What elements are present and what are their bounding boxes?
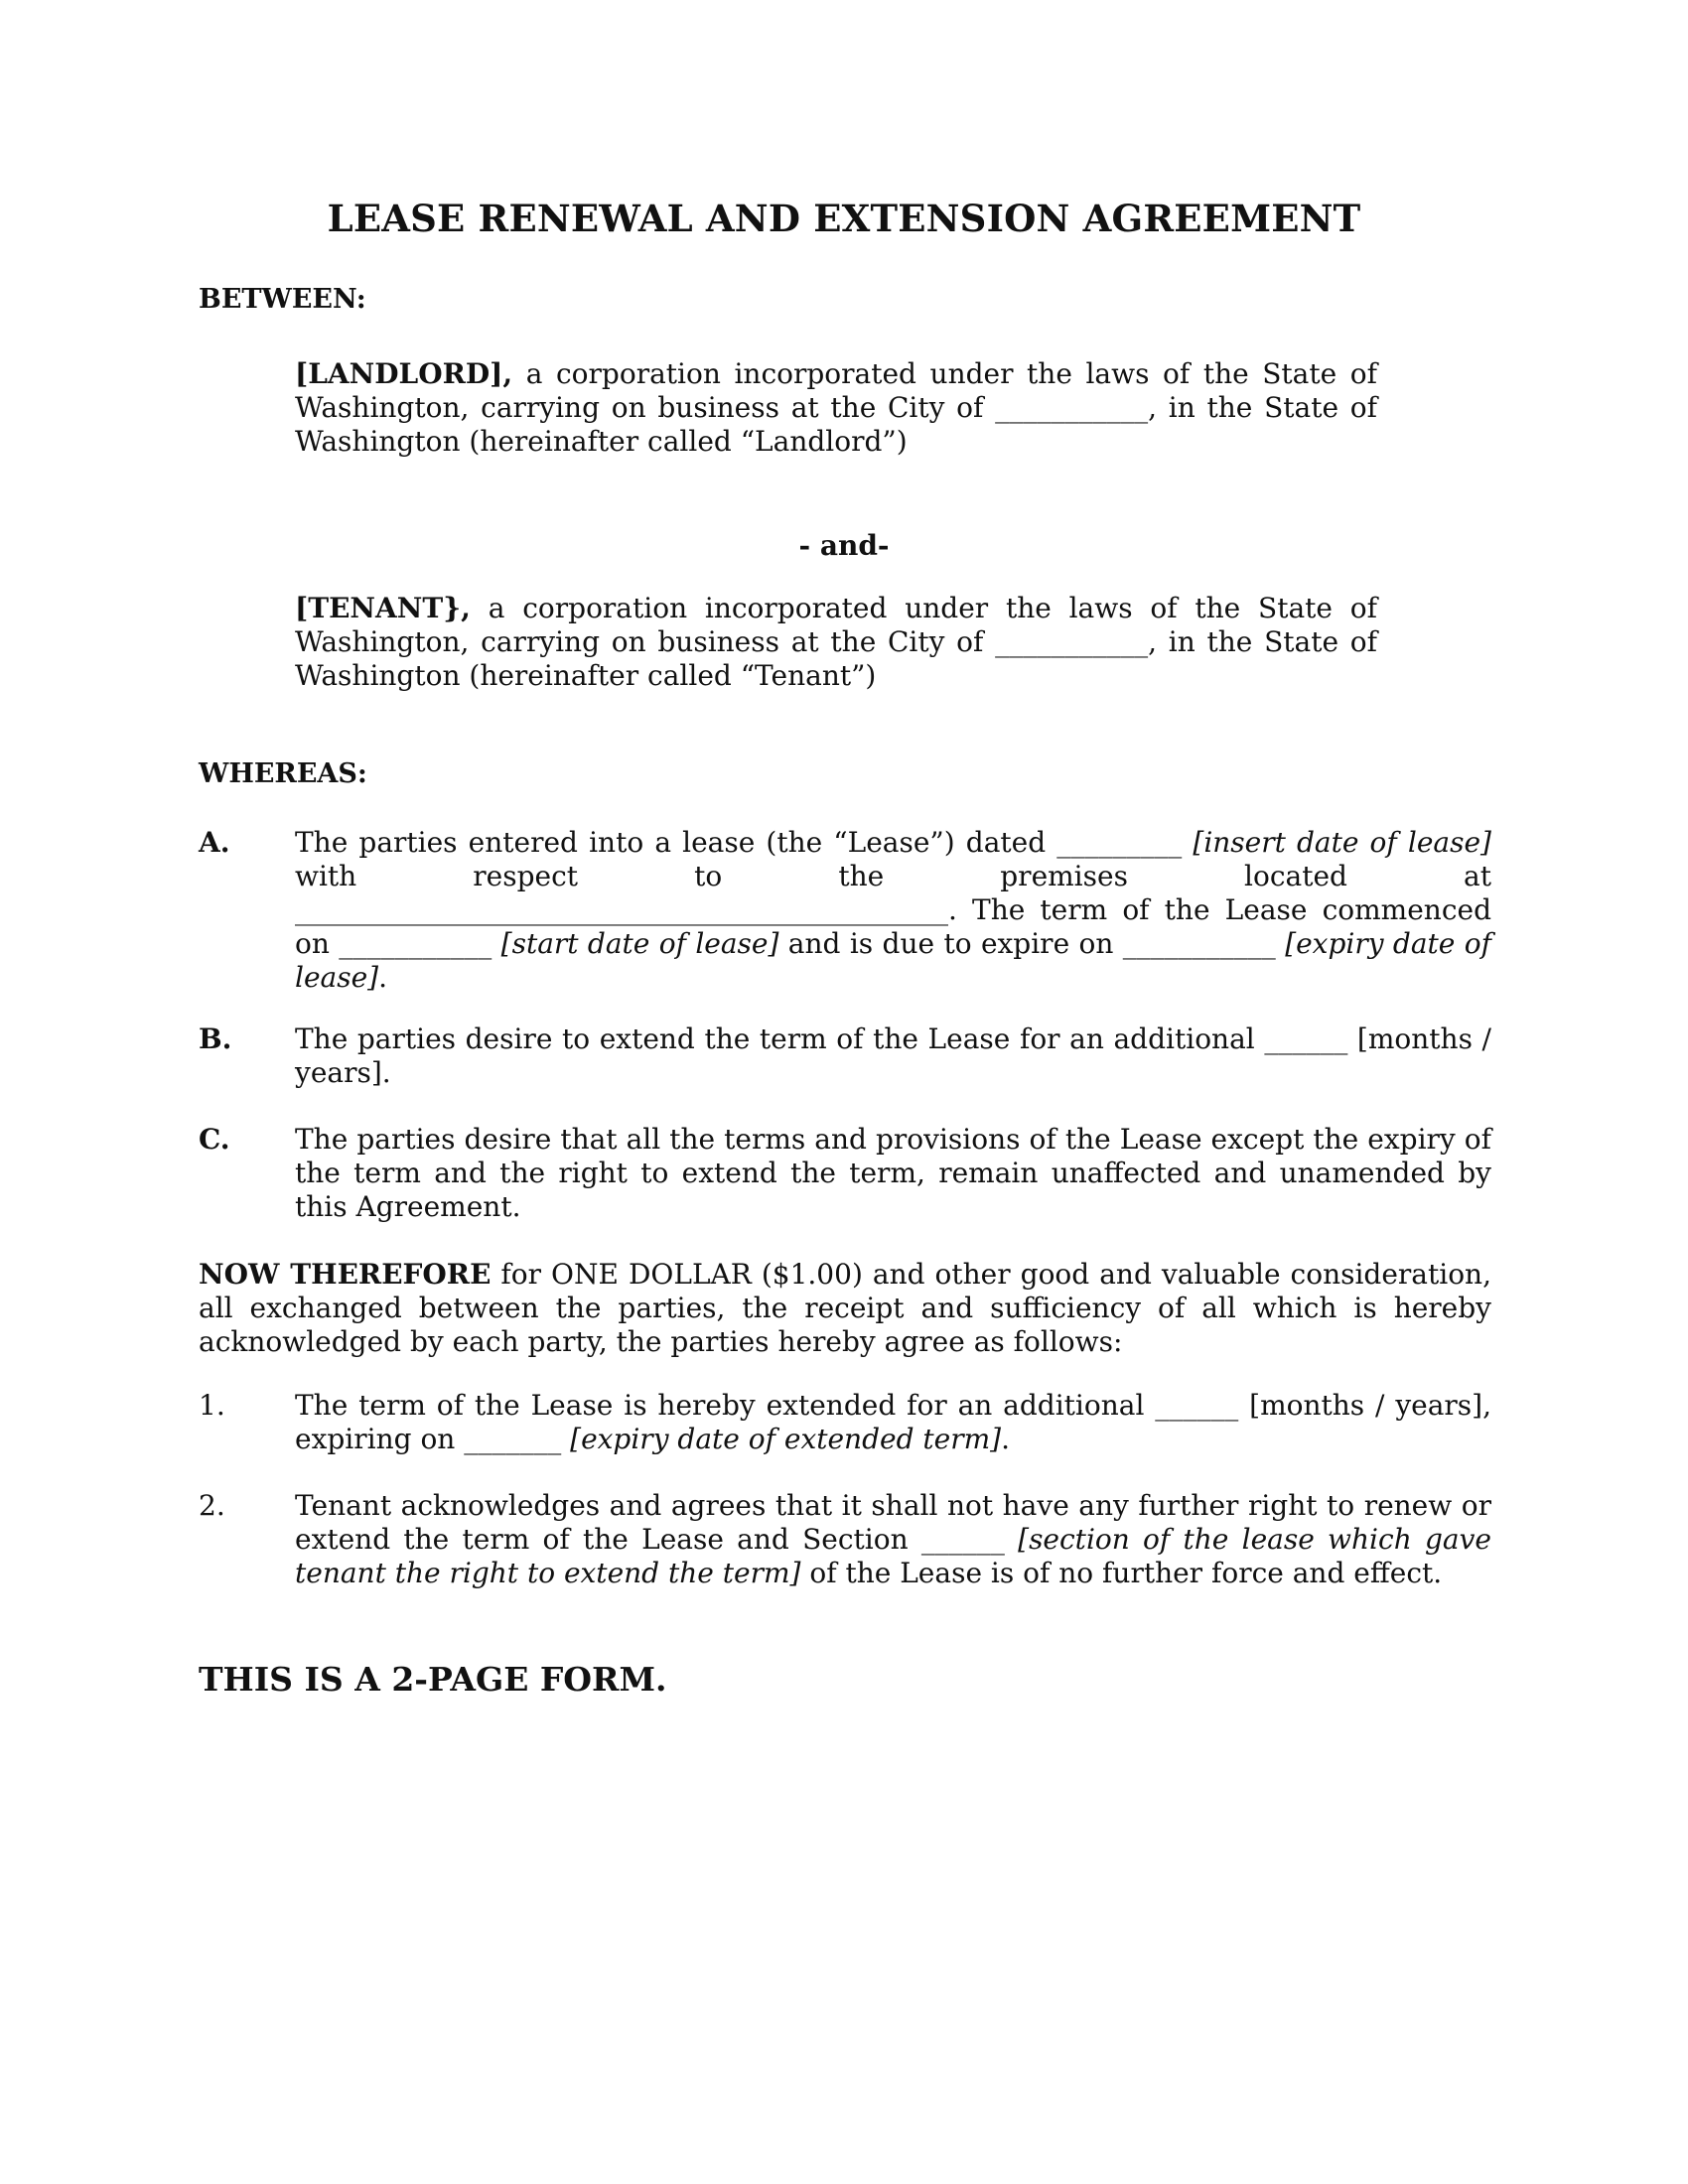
clause-text — [295, 1389, 1491, 1456]
recital-c — [199, 1123, 1491, 1224]
landlord-party — [295, 357, 1377, 459]
now-therefore-paragraph — [199, 1258, 1491, 1359]
clause-marker: 2. — [199, 1489, 225, 1522]
clause-2-note: [section of the lease which gave tenant the right to extend the term] — [295, 1523, 1491, 1589]
and-separator: - and- — [798, 529, 890, 562]
clause-1-part: . — [1001, 1423, 1010, 1455]
tenant-name: [TENANT}, — [295, 592, 471, 624]
landlord-name: [LANDLORD], — [295, 357, 513, 390]
recital-marker: C. — [199, 1123, 230, 1156]
recital-text: The parties desire that all the terms and provisions of the Lease except the expiry of the term and the right to extend the term, remain unaffected and unamended by this Agreement. — [295, 1123, 1491, 1223]
recital-marker: B. — [199, 1023, 232, 1055]
recital-text: The parties desire to extend the term of the Lease for an additional ______ [months / years]. — [295, 1023, 1491, 1089]
recital-a-part: . — [378, 961, 387, 994]
tenant-description: a corporation incorporated under the laws of the State of Washington, carrying on business at the City of ___________, in the State of Washington (hereinafter called “Tenant”) — [295, 592, 1377, 692]
clause-1 — [199, 1389, 1491, 1456]
recital-marker: A. — [199, 826, 230, 859]
between-heading: BETWEEN: — [199, 284, 366, 315]
recital-a — [199, 826, 1491, 995]
recital-a-note: [start date of lease] — [500, 927, 779, 960]
landlord-description: a corporation incorporated under the laws of the State of Washington, carrying on business at the City of ___________, in the State of Washington (hereinafter called “Landlord”) — [295, 357, 1377, 458]
clause-marker: 1. — [199, 1389, 225, 1422]
recital-a-part: with respect to the premises located at _______________________________________________. The term of the Lease commenced on ___________ — [295, 860, 1491, 960]
recital-a-note: [insert date of lease] — [1193, 826, 1491, 859]
recital-a-note: [expiry date of lease] — [295, 927, 1491, 994]
recital-a-part: and is due to expire on ___________ — [778, 927, 1286, 960]
recital-a-part: The parties entered into a lease (the “Lease”) dated _________ — [295, 826, 1194, 859]
document-title: LEASE RENEWAL AND EXTENSION AGREEMENT — [327, 197, 1361, 240]
recital-text — [295, 826, 1491, 995]
closing-note: THIS IS A 2-PAGE FORM. — [199, 1660, 667, 1699]
clause-2-part: of the Lease is of no further force and effect. — [800, 1557, 1443, 1589]
tenant-party — [295, 592, 1377, 693]
clause-2 — [199, 1489, 1491, 1590]
clause-text — [295, 1489, 1491, 1590]
whereas-heading: WHEREAS: — [199, 758, 367, 789]
now-therefore-lead: NOW THEREFORE — [199, 1258, 492, 1291]
now-therefore-text: for ONE DOLLAR ($1.00) and other good and valuable consideration, all exchanged between the parties, the receipt and sufficiency of all which is hereby acknowledged by each party, the parties hereby agree as follows: — [199, 1258, 1491, 1358]
recital-b — [199, 1023, 1491, 1090]
clause-1-part: The term of the Lease is hereby extended for an additional ______ [months / years], expiring on _______ — [295, 1389, 1491, 1455]
clause-1-note: [expiry date of extended term] — [570, 1423, 1002, 1455]
clause-2-part: Tenant acknowledges and agrees that it shall not have any further right to renew or extend the term of the Lease and Section ______ — [295, 1489, 1491, 1556]
